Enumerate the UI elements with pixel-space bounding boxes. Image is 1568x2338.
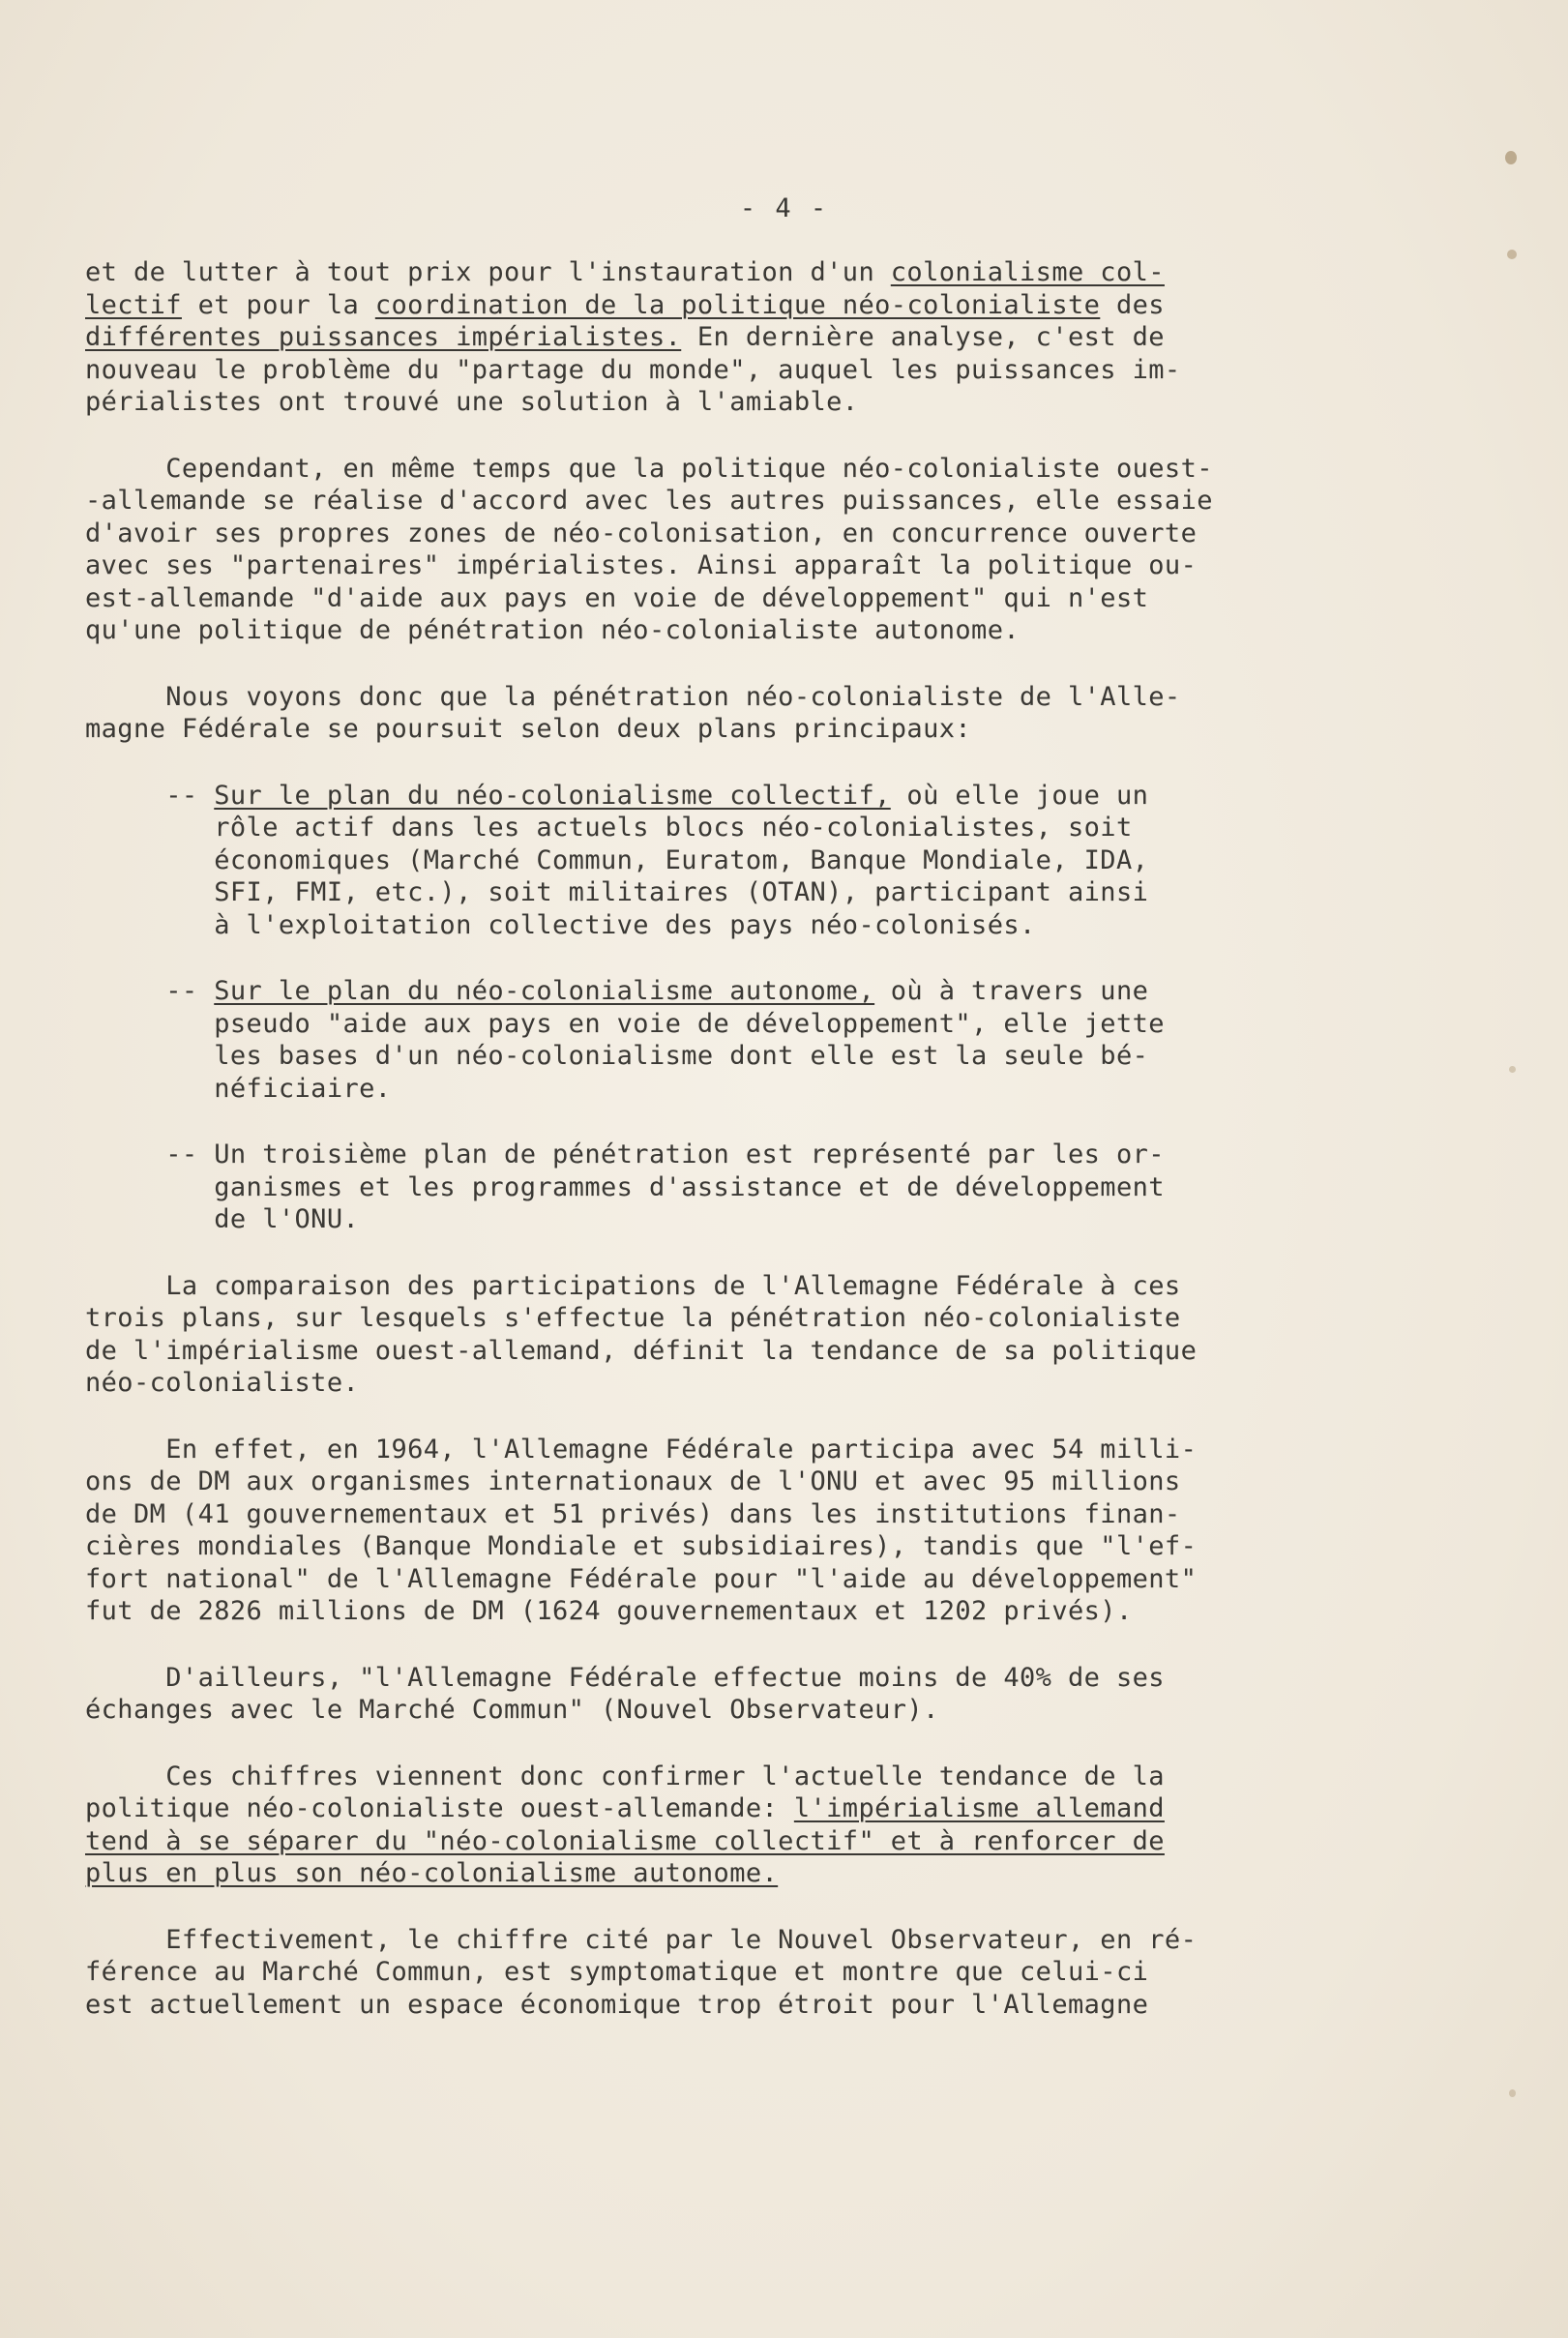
text-line bbox=[85, 289, 1294, 322]
text-line bbox=[85, 1595, 1294, 1628]
paragraph-gap bbox=[85, 1727, 1294, 1761]
text-line bbox=[85, 1857, 1294, 1890]
text-line bbox=[85, 1825, 1294, 1858]
text-segment: qu'une politique de pénétration néo-colonialiste autonome. bbox=[85, 615, 1021, 645]
text-line bbox=[85, 386, 1294, 419]
text-segment: -- Un troisième plan de pénétration est représenté par les or- bbox=[85, 1139, 1165, 1169]
text-segment: La comparaison des participations de l'Allemagne Fédérale à ces bbox=[85, 1270, 1181, 1301]
text-segment: les bases d'un néo-colonialisme dont elle est la seule bé- bbox=[85, 1041, 1149, 1071]
paragraph-gap bbox=[85, 1105, 1294, 1139]
text-segment: et de lutter à tout prix pour l'instauration d'un bbox=[85, 257, 891, 287]
underlined-text: différentes puissances impérialistes. bbox=[85, 322, 682, 352]
text-segment: ganismes et les programmes d'assistance et de développement bbox=[85, 1171, 1165, 1202]
text-segment: Ces chiffres viennent donc confirmer l'actuelle tendance de la bbox=[85, 1761, 1165, 1791]
paragraph-gap bbox=[85, 419, 1294, 453]
text-line bbox=[85, 256, 1294, 289]
paper-stain-4 bbox=[1509, 2089, 1516, 2097]
text-segment: -allemande se réalise d'accord avec les autres puissances, elle essaie bbox=[85, 486, 1213, 516]
text-segment: D'ailleurs, "l'Allemagne Fédérale effectue moins de 40% de ses bbox=[85, 1662, 1165, 1693]
paragraph-gap bbox=[85, 1400, 1294, 1434]
text-segment: est actuellement un espace économique trop étroit pour l'Allemagne bbox=[85, 1989, 1149, 2020]
text-segment: pseudo "aide aux pays en voie de développement", elle jette bbox=[85, 1008, 1165, 1039]
underlined-text: Sur le plan du néo-colonialisme collectif, bbox=[214, 780, 891, 811]
paragraph bbox=[85, 1662, 1294, 1727]
text-line bbox=[85, 1139, 1294, 1171]
paragraph bbox=[85, 256, 1294, 419]
text-segment: de DM (41 gouvernementaux et 51 privés) dans les institutions finan- bbox=[85, 1498, 1181, 1529]
text-line bbox=[85, 909, 1294, 942]
underlined-text: Sur le plan du néo-colonialisme autonome, bbox=[214, 976, 875, 1006]
paper-stain-2 bbox=[1507, 250, 1517, 259]
paragraph bbox=[85, 1924, 1294, 2022]
text-line bbox=[85, 549, 1294, 582]
text-segment: des bbox=[1100, 289, 1165, 320]
text-line bbox=[85, 1989, 1294, 2022]
text-segment: de l'impérialisme ouest-allemand, définit la tendance de sa politique bbox=[85, 1335, 1198, 1366]
underlined-text: colonialisme col- bbox=[890, 257, 1165, 287]
text-segment: Cependant, en même temps que la politique néo-colonialiste ouest- bbox=[85, 453, 1213, 484]
paragraph-gap bbox=[85, 1236, 1294, 1270]
text-line bbox=[85, 518, 1294, 550]
text-line bbox=[85, 1008, 1294, 1041]
text-segment: à l'exploitation collective des pays néo-colonisés. bbox=[85, 909, 1036, 940]
text-line bbox=[85, 1040, 1294, 1073]
text-line bbox=[85, 485, 1294, 518]
text-line bbox=[85, 1367, 1294, 1400]
text-line bbox=[85, 1662, 1294, 1695]
text-segment: de l'ONU. bbox=[85, 1204, 360, 1234]
text-line bbox=[85, 453, 1294, 486]
text-segment: avec ses "partenaires" impérialistes. Ainsi apparaît la politique ou- bbox=[85, 550, 1198, 580]
text-line bbox=[85, 1761, 1294, 1793]
text-segment: et pour la bbox=[181, 289, 375, 320]
underlined-text: plus en plus son néo-colonialisme autonome. bbox=[85, 1858, 779, 1888]
text-segment: périalistes ont trouvé une solution à l'amiable. bbox=[85, 387, 859, 417]
text-segment: En dernière analyse, c'est de bbox=[681, 322, 1165, 352]
underlined-text: tend à se séparer du "néo-colonialisme collectif" et à renforcer de bbox=[85, 1825, 1165, 1856]
text-line bbox=[85, 1694, 1294, 1727]
text-line bbox=[85, 1956, 1294, 1989]
text-line bbox=[85, 681, 1294, 714]
text-line bbox=[85, 1498, 1294, 1531]
text-segment: -- bbox=[85, 780, 215, 811]
text-segment: fut de 2826 millions de DM (1624 gouvernementaux et 1202 privés). bbox=[85, 1596, 1133, 1626]
paragraph bbox=[85, 975, 1294, 1105]
paragraph-gap bbox=[85, 647, 1294, 681]
text-line bbox=[85, 1171, 1294, 1204]
underlined-text: lectif bbox=[85, 289, 182, 320]
paper-stain-1 bbox=[1505, 151, 1517, 164]
paragraph-gap bbox=[85, 1890, 1294, 1924]
underlined-text: coordination de la politique néo-colonialiste bbox=[374, 289, 1101, 320]
paragraph bbox=[85, 1270, 1294, 1400]
text-line bbox=[85, 1924, 1294, 1957]
text-segment: Effectivement, le chiffre cité par le Nouvel Observateur, en ré- bbox=[85, 1924, 1198, 1955]
text-segment: d'avoir ses propres zones de néo-colonisation, en concurrence ouverte bbox=[85, 518, 1198, 548]
text-line bbox=[85, 1434, 1294, 1466]
text-line bbox=[85, 1465, 1294, 1498]
text-segment: échanges avec le Marché Commun" (Nouvel Observateur). bbox=[85, 1695, 939, 1725]
paragraph bbox=[85, 1434, 1294, 1628]
text-segment: trois plans, sur lesquels s'effectue la pénétration néo-colonialiste bbox=[85, 1303, 1181, 1333]
text-line bbox=[85, 844, 1294, 877]
paragraph bbox=[85, 1761, 1294, 1890]
text-segment: est-allemande "d'aide aux pays en voie de développement" qui n'est bbox=[85, 582, 1149, 613]
text-line bbox=[85, 1302, 1294, 1335]
text-line bbox=[85, 876, 1294, 909]
text-line bbox=[85, 582, 1294, 615]
text-line bbox=[85, 1792, 1294, 1825]
text-segment: cières mondiales (Banque Mondiale et subsidiaires), tandis que "l'ef- bbox=[85, 1531, 1198, 1561]
text-segment: fort national" de l'Allemagne Fédérale pour "l'aide au développement" bbox=[85, 1563, 1198, 1594]
paragraph-gap bbox=[85, 1628, 1294, 1662]
text-line bbox=[85, 713, 1294, 746]
text-line bbox=[85, 780, 1294, 813]
page-number: - 4 - bbox=[739, 193, 829, 223]
text-segment: férence au Marché Commun, est symptomatique et montre que celui-ci bbox=[85, 1957, 1149, 1987]
text-segment: néficiaire. bbox=[85, 1073, 392, 1104]
paragraph bbox=[85, 1139, 1294, 1236]
text-line bbox=[85, 1563, 1294, 1596]
text-segment: nouveau le problème du "partage du monde", auquel les puissances im- bbox=[85, 354, 1181, 385]
paper-stain-3 bbox=[1509, 1066, 1516, 1073]
text-line bbox=[85, 321, 1294, 354]
text-line bbox=[85, 1073, 1294, 1106]
text-segment: Nous voyons donc que la pénétration néo-colonialiste de l'Alle- bbox=[85, 681, 1181, 712]
text-segment: En effet, en 1964, l'Allemagne Fédérale participa avec 54 milli- bbox=[85, 1434, 1198, 1465]
text-line bbox=[85, 1270, 1294, 1303]
text-segment: où à travers une bbox=[874, 976, 1149, 1006]
paragraph-gap bbox=[85, 941, 1294, 975]
paragraph bbox=[85, 780, 1294, 942]
text-line bbox=[85, 1203, 1294, 1236]
underlined-text: l'impérialisme allemand bbox=[793, 1793, 1165, 1823]
text-segment: néo-colonialiste. bbox=[85, 1368, 360, 1398]
text-segment: -- bbox=[85, 976, 215, 1006]
text-segment: SFI, FMI, etc.), soit militaires (OTAN), participant ainsi bbox=[85, 877, 1149, 907]
text-line bbox=[85, 614, 1294, 647]
text-segment: économiques (Marché Commun, Euratom, Banque Mondiale, IDA, bbox=[85, 844, 1149, 875]
paragraph bbox=[85, 453, 1294, 647]
body-text bbox=[85, 256, 1294, 2021]
text-segment: rôle actif dans les actuels blocs néo-colonialistes, soit bbox=[85, 813, 1133, 843]
text-line bbox=[85, 975, 1294, 1008]
text-line bbox=[85, 1335, 1294, 1368]
paragraph-gap bbox=[85, 746, 1294, 780]
text-segment: où elle joue un bbox=[890, 780, 1149, 811]
paragraph bbox=[85, 681, 1294, 746]
text-line bbox=[85, 1530, 1294, 1563]
text-segment: politique néo-colonialiste ouest-allemande: bbox=[85, 1793, 794, 1823]
text-segment: magne Fédérale se poursuit selon deux plans principaux: bbox=[85, 714, 972, 744]
text-line bbox=[85, 354, 1294, 387]
text-segment: ons de DM aux organismes internationaux de l'ONU et avec 95 millions bbox=[85, 1466, 1181, 1496]
text-line bbox=[85, 812, 1294, 844]
